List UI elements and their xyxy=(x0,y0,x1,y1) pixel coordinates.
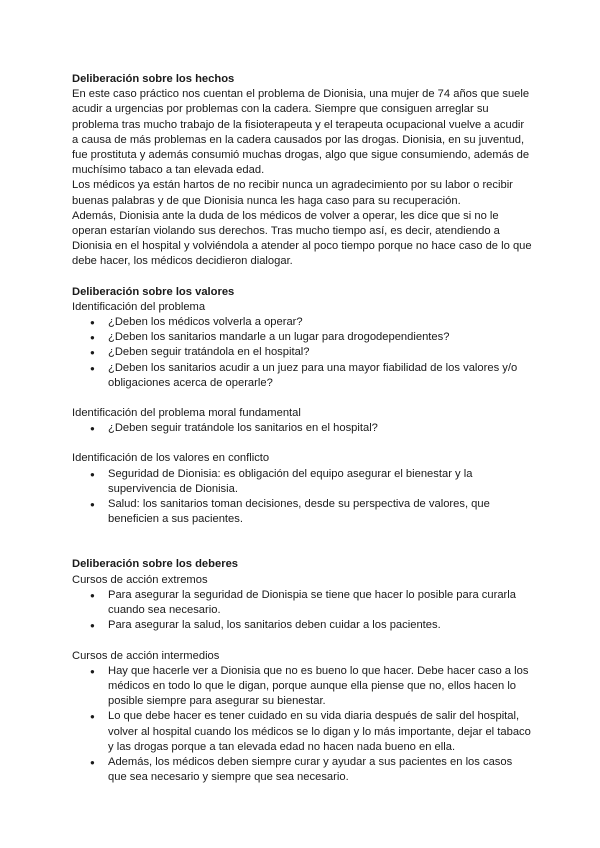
document-page xyxy=(72,72,532,785)
subheading: Identificación del problema moral fundamental xyxy=(72,407,301,420)
list-item: ● ¿Deben seguir tratándole los sanitarios en el hospital? xyxy=(72,421,532,436)
bullet-list xyxy=(72,588,532,634)
list-item: ● Seguridad de Dionisia: es obligación del equipo asegurar el bienestar y la supervivencia de Dionisia. xyxy=(72,467,532,497)
paragraph: En este caso práctico nos cuentan el problema de Dionisia, una mujer de 74 años que suele acudir a urgencias por problemas con la cadera. Siempre que consiguen arreglar su problema tras mucho trabajo de la fisioterapeuta y el terapeuta ocupacional vuelve a acudir a causa de más problemas en la cadera causados por las drogas. Dionisia, en su juventud, fue prostituta y además consumió muchas drogas, algo que sigue consumiendo, además de muchísimo tabaco a tan elevada edad. xyxy=(72,88,530,177)
list-item: ● ¿Deben seguir tratándola en el hospital? xyxy=(72,345,532,360)
section-valores xyxy=(72,285,532,528)
list-item: ● ¿Deben los médicos volverla a operar? xyxy=(72,315,532,330)
paragraph: Además, Dionisia ante la duda de los médicos de volver a operar, les dice que si no le operan estarían violando sus derechos. Tras mucho tiempo así, es decir, atendiendo a Dionisia en el hospital y volviéndola a atender al poco tiempo porque no hace caso de lo que debe hacer, los médicos decidieron dialogar. xyxy=(72,209,532,268)
section-title: Deliberación sobre los hechos xyxy=(72,73,235,85)
subheading: Identificación del problema xyxy=(72,300,206,313)
list-item: ● ¿Deben los sanitarios mandarle a un lugar para drogodependientes? xyxy=(72,330,532,345)
bullet-list xyxy=(72,315,532,391)
list-item: ● Para asegurar la seguridad de Dionispia se tiene que hacer lo posible para curarla cuando sea necesario. xyxy=(72,588,532,618)
subheading: Cursos de acción extremos xyxy=(72,573,208,586)
subheading: Cursos de acción intermedios xyxy=(72,649,220,662)
list-item: ● Además, los médicos deben siempre curar y ayudar a sus pacientes en los casos que sea necesario y siempre que sea necesario. xyxy=(72,755,532,785)
bullet-list xyxy=(72,467,532,528)
subheading: Identificación de los valores en conflicto xyxy=(72,452,270,465)
list-item: ● ¿Deben los sanitarios acudir a un juez para una mayor fiabilidad de los valores y/o obligaciones acerca de operarle? xyxy=(72,361,532,391)
bullet-list xyxy=(72,664,532,786)
bullet-list xyxy=(72,421,532,436)
section-title: Deliberación sobre los valores xyxy=(72,285,235,298)
list-item: ● Hay que hacerle ver a Dionisia que no es bueno lo que hacer. Debe hacer caso a los médicos en todo lo que le digan, porque aunque ella piense que no, ellos hacen lo posible siempre para asegurar su bienestar. xyxy=(72,664,532,710)
list-item: ● Salud: los sanitarios toman decisiones, desde su perspectiva de valores, que beneficien a sus pacientes. xyxy=(72,497,532,527)
list-item: ● Para asegurar la salud, los sanitarios deben cuidar a los pacientes. xyxy=(72,618,532,633)
section-title: Deliberación sobre los deberes xyxy=(72,558,239,571)
section-deberes xyxy=(72,557,532,785)
paragraph: Los médicos ya están hartos de no recibir nunca un agradecimiento por su labor o recibir buenas palabras y de que Dionisia nunca les haga caso para su recuperación. xyxy=(72,179,513,207)
section-hechos xyxy=(72,72,532,270)
list-item: ● Lo que debe hacer es tener cuidado en su vida diaria después de salir del hospital, volver al hospital cuando los médicos se lo digan y lo más importante, dejar el tabaco y las drogas porque a tan elevada edad no hacen nada bueno en ella. xyxy=(72,709,532,755)
